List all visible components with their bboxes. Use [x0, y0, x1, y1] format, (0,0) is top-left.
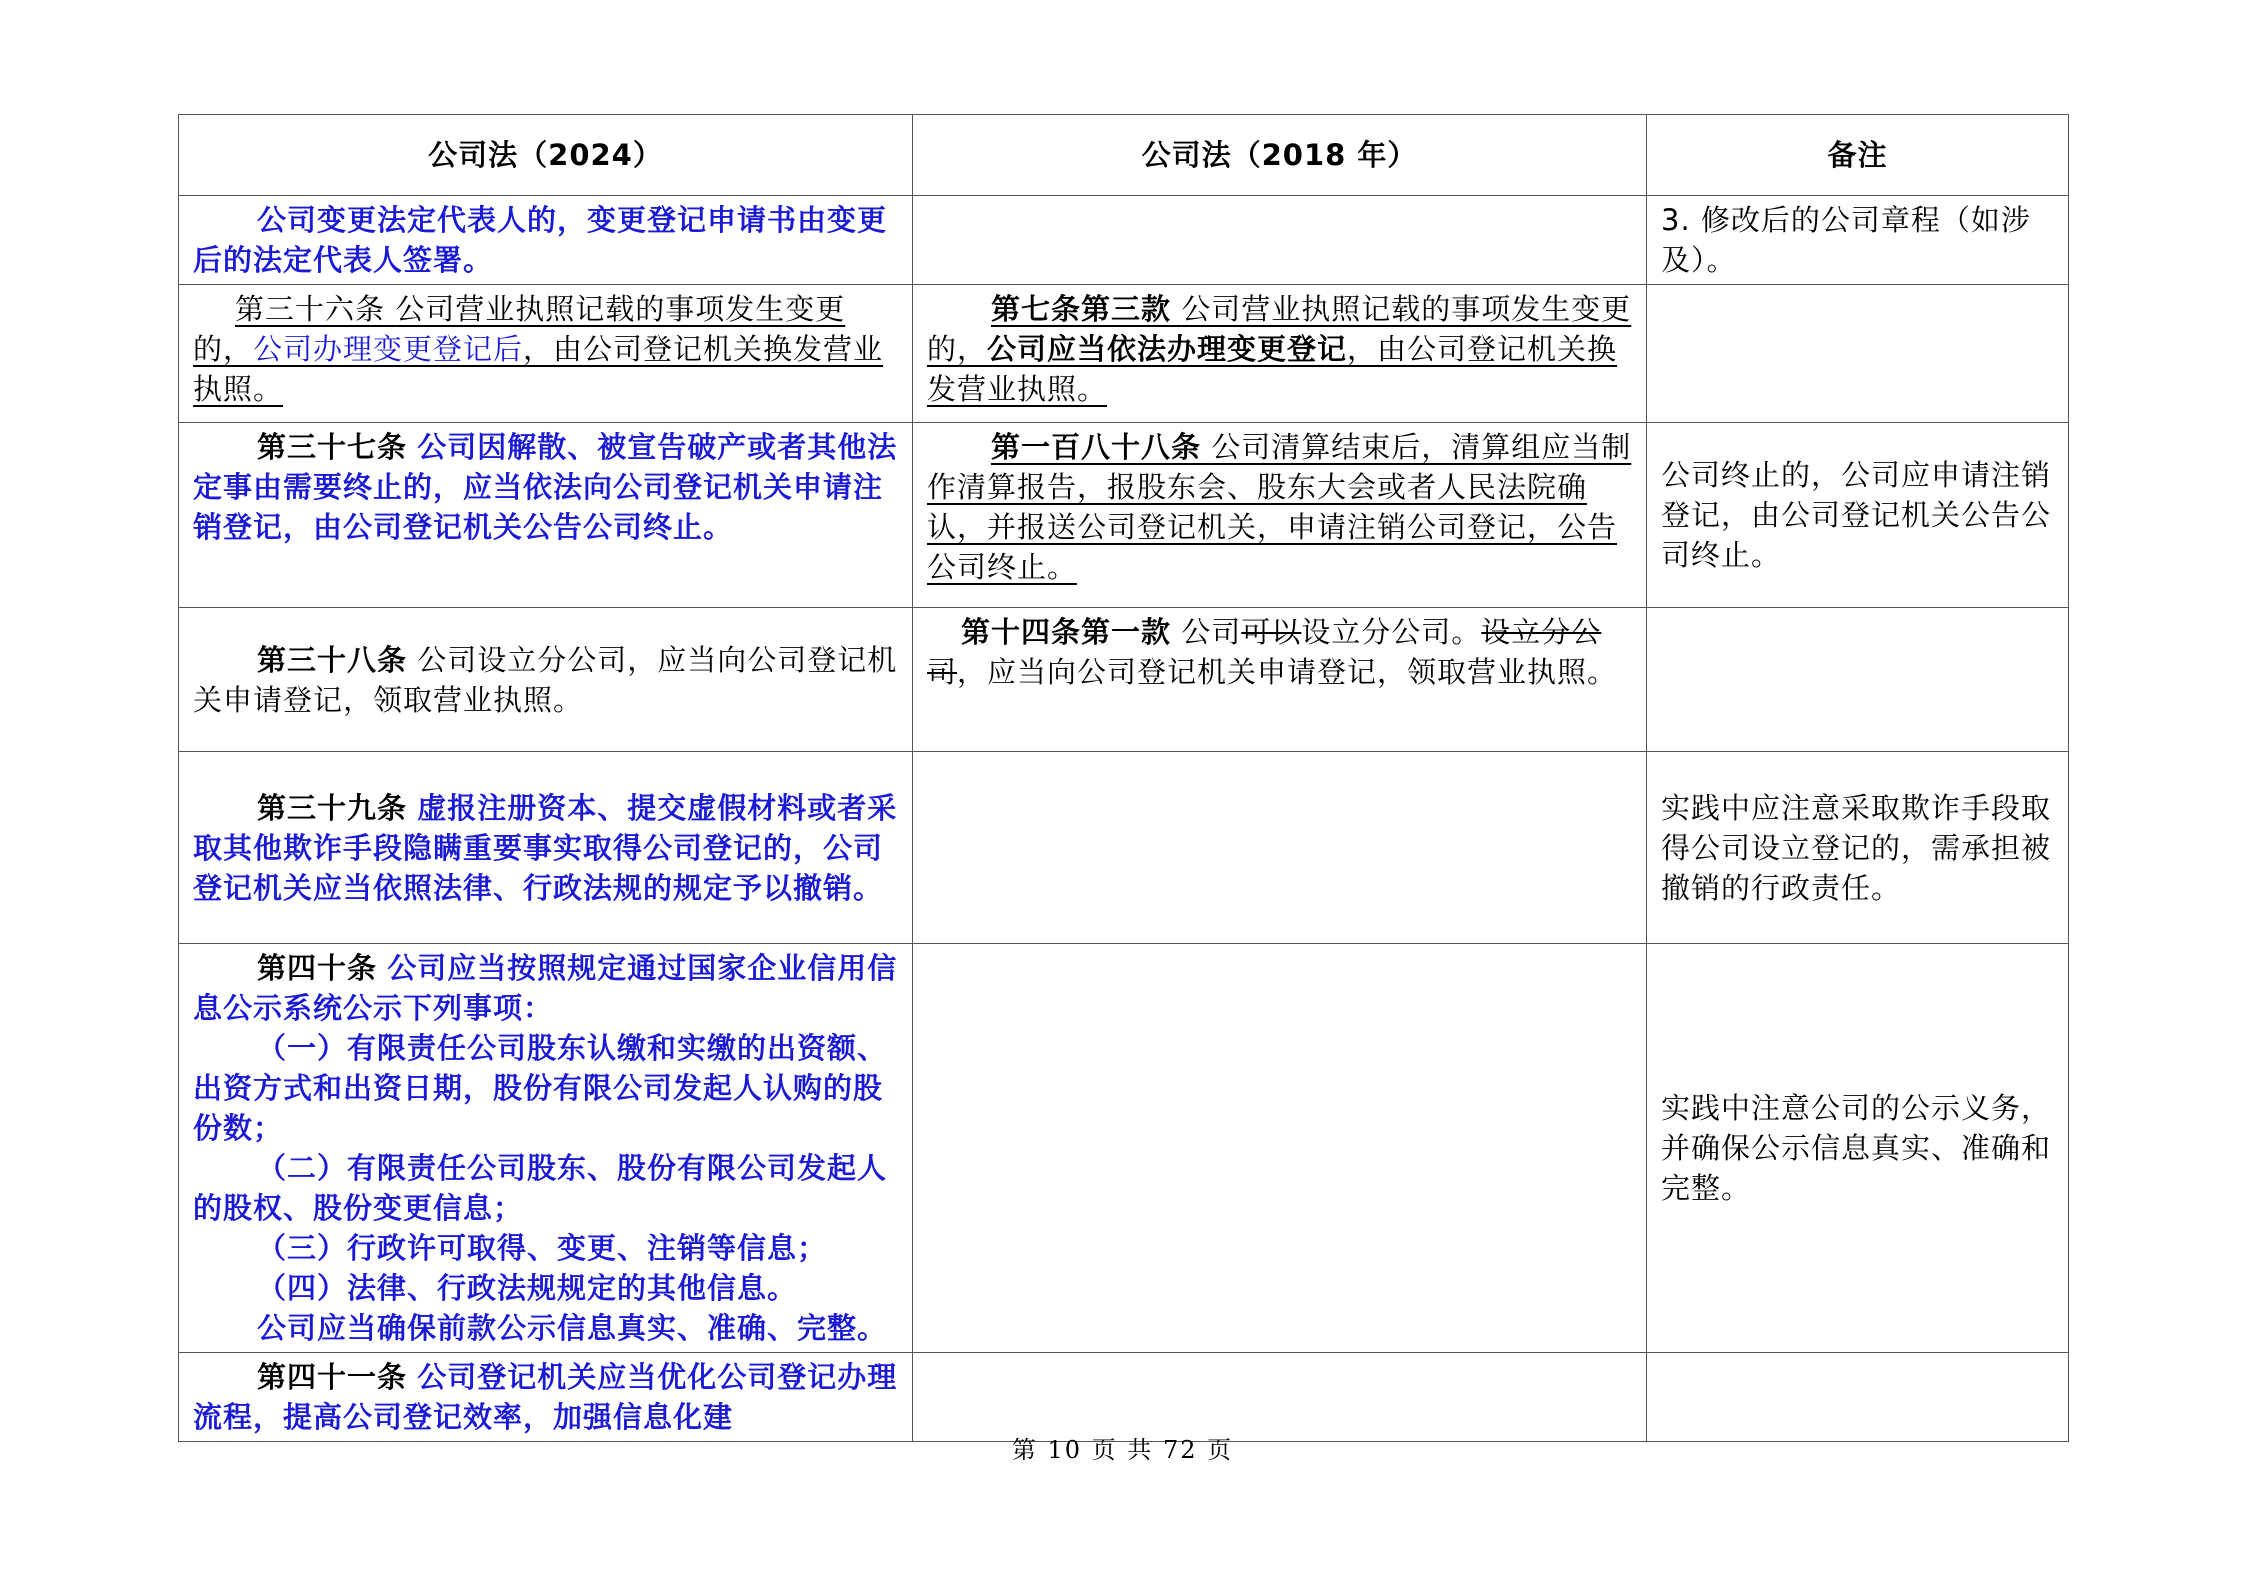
cell-2018	[913, 608, 1647, 752]
comparison-table	[178, 114, 2069, 1442]
new-text: 公司变更法定代表人的，变更登记申请书由变更后的法定代表人签署。	[193, 203, 888, 277]
old-text: 公司营业执照记载的事项发生变更的，	[927, 292, 1632, 366]
footer-suffix: 页	[1207, 1436, 1234, 1464]
table-row	[179, 1353, 2069, 1442]
new-text: 公司因解散、被宣告破产或者其他法定事由需要终止的，应当依法向公司登记机关申请注销登记，由公司登记机关公告公司终止。	[193, 430, 898, 544]
new-text: 公司登记机关应当优化公司登记办理流程，提高公司登记效率，加强信息化建	[193, 1360, 898, 1434]
cell-note	[1647, 1353, 2069, 1442]
page-number: 10	[1047, 1436, 1083, 1464]
new-text: 公司营业执照记载的事项发生变更的，	[193, 292, 846, 366]
cell-2018	[913, 285, 1647, 423]
deleted-text: 设立分公司	[927, 615, 1602, 689]
article-number: 第七条第三款	[991, 292, 1172, 326]
cell-2024	[179, 285, 913, 423]
cell-2024	[179, 423, 913, 608]
old-text: 公司	[1181, 615, 1242, 649]
new-text: ，由公司登记机关换发营业执照。	[193, 332, 884, 406]
cell-note	[1647, 285, 2069, 423]
footer-middle: 页 共	[1091, 1436, 1154, 1464]
note-text: 3. 修改后的公司章程（如涉及）。	[1661, 203, 2031, 277]
page-footer	[0, 1430, 2245, 1465]
note-text: 公司终止的，公司应申请注销登记，由公司登记机关公告公司终止。	[1661, 458, 2052, 572]
cell-2018	[913, 1353, 1647, 1442]
cell-2024	[179, 608, 913, 752]
table-row	[179, 196, 2069, 285]
cell-note	[1647, 608, 2069, 752]
old-text-changed: 公司应当依法办理变更登记	[987, 332, 1348, 366]
note-text: 实践中应注意采取欺诈手段取得公司设立登记的，需承担被撤销的行政责任。	[1661, 790, 2052, 905]
cell-2024	[179, 752, 913, 944]
note-text: 实践中注意公司的公示义务，并确保公示信息真实、准确和完整。	[1661, 1091, 2052, 1205]
cell-2018	[913, 752, 1647, 944]
new-text: 公司应当确保前款公示信息真实、准确、完整。	[257, 1311, 888, 1345]
header-notes: 备注	[1647, 115, 2069, 196]
table-row	[179, 423, 2069, 608]
cell-note	[1647, 196, 2069, 285]
footer-prefix: 第	[1011, 1436, 1038, 1464]
total-pages: 72	[1162, 1436, 1198, 1464]
old-text: ，由公司登记机关换发营业执照。	[927, 332, 1618, 406]
header-2018: 公司法（2018 年）	[913, 115, 1647, 196]
cell-note	[1647, 944, 2069, 1353]
cell-2018	[913, 944, 1647, 1353]
article-number: 第四十条	[257, 951, 378, 985]
old-text: 设立分公司。	[1301, 615, 1482, 649]
cell-2024	[179, 944, 913, 1353]
header-2024: 公司法（2024）	[179, 115, 913, 196]
cell-2024	[179, 1353, 913, 1442]
article-number: 第四十一条	[257, 1360, 408, 1394]
table-header-row	[179, 115, 2069, 196]
article-number: 第一百八十八条	[991, 430, 1202, 464]
table-row	[179, 752, 2069, 944]
list-item: （三）行政许可取得、变更、注销等信息；	[257, 1231, 828, 1265]
new-text-changed: 公司办理变更登记后	[253, 332, 524, 366]
new-text: 虚报注册资本、提交虚假材料或者采取其他欺诈手段隐瞒重要事实取得公司登记的，公司登记机关应当依照法律、行政法规的规定予以撤销。	[193, 790, 898, 905]
new-text: 公司设立分公司，应当向公司登记机关申请登记，领取营业执照。	[193, 642, 898, 717]
list-item: （二）有限责任公司股东、股份有限公司发起人的股权、股份变更信息；	[193, 1151, 888, 1225]
list-item: （一）有限责任公司股东认缴和实缴的出资额、出资方式和出资日期，股份有限公司发起人认购的股份数；	[193, 1031, 888, 1145]
article-number: 第三十九条	[257, 790, 408, 825]
article-number: 第三十六条	[235, 292, 386, 326]
list-item: （四）法律、行政法规规定的其他信息。	[257, 1271, 798, 1305]
cell-2018	[913, 423, 1647, 608]
old-text: 公司清算结束后，清算组应当制作清算报告，报股东会、股东大会或者人民法院确认，并报送公司登记机关，申请注销公司登记，公告公司终止。	[927, 430, 1632, 584]
cell-note	[1647, 752, 2069, 944]
table-row	[179, 608, 2069, 752]
article-number: 第三十八条	[257, 642, 408, 677]
deleted-text: 可以	[1241, 615, 1302, 649]
cell-2018	[913, 196, 1647, 285]
cell-2024	[179, 196, 913, 285]
article-number: 第三十七条	[257, 430, 408, 464]
cell-note	[1647, 423, 2069, 608]
table-row	[179, 944, 2069, 1353]
old-text: ，应当向公司登记机关申请登记，领取营业执照。	[957, 655, 1618, 689]
table-row	[179, 285, 2069, 423]
new-text: 公司应当按照规定通过国家企业信用信息公示系统公示下列事项：	[193, 951, 898, 1025]
article-number: 第十四条第一款	[961, 615, 1172, 649]
